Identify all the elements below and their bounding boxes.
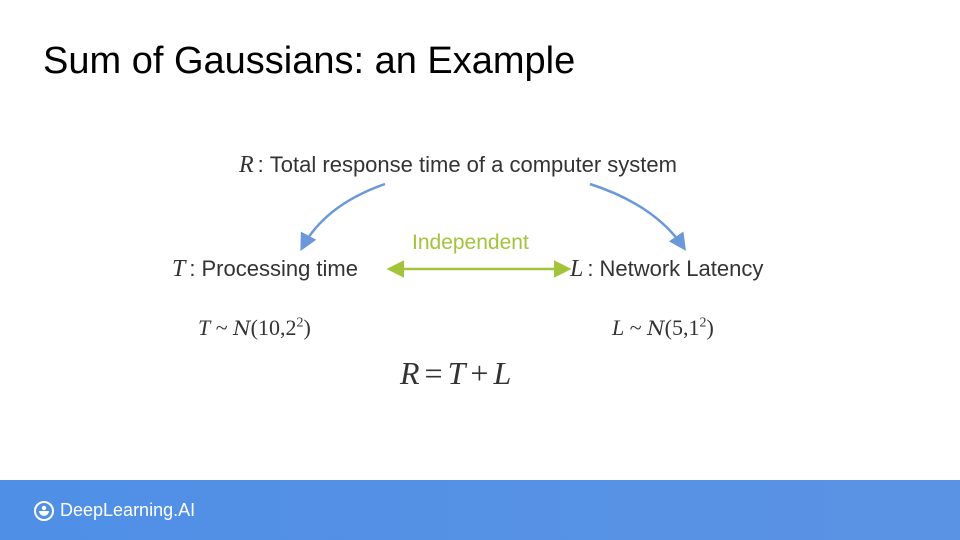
- arrow-r-to-l: [590, 184, 684, 248]
- eq-term-b: L: [493, 355, 513, 391]
- l-symbol: L: [570, 256, 584, 282]
- r-symbol: R: [239, 152, 254, 178]
- sum-equation: [400, 355, 512, 392]
- brand-logo: [34, 500, 195, 521]
- t-dist-exponent: 2: [296, 315, 304, 331]
- t-dist-close: ): [303, 315, 311, 340]
- r-definition: [239, 152, 677, 179]
- l-dist-normal: N: [647, 316, 665, 340]
- deeplearning-logo-icon: [34, 501, 54, 521]
- t-symbol: T: [172, 256, 186, 282]
- t-dist-normal: N: [233, 316, 251, 340]
- l-colon: :: [587, 256, 594, 281]
- l-distribution: [612, 315, 714, 341]
- r-definition-text: Total response time of a computer system: [269, 152, 677, 177]
- l-definition: [570, 256, 763, 283]
- t-dist-params: (10,2: [250, 315, 297, 340]
- eq-plus: +: [470, 355, 490, 391]
- l-dist-params: (5,1: [664, 315, 700, 340]
- arrow-r-to-t: [302, 184, 385, 248]
- eq-term-a: T: [447, 355, 467, 391]
- independent-label: Independent: [412, 231, 529, 254]
- l-dist-exponent: 2: [699, 315, 707, 331]
- r-colon: :: [257, 152, 264, 177]
- eq-lhs: R: [400, 355, 421, 391]
- l-dist-tilde: ~: [629, 315, 642, 340]
- eq-equals: =: [424, 355, 444, 391]
- brand-name: DeepLearning.AI: [60, 500, 196, 520]
- l-dist-close: ): [706, 315, 714, 340]
- t-dist-tilde: ~: [215, 315, 228, 340]
- t-definition-text: Processing time: [201, 256, 358, 281]
- t-dist-var: T: [198, 315, 211, 340]
- l-definition-text: Network Latency: [599, 256, 764, 281]
- footer-bar: [0, 480, 960, 540]
- t-colon: :: [189, 256, 196, 281]
- slide-title: Sum of Gaussians: an Example: [43, 40, 576, 82]
- l-dist-var: L: [612, 315, 625, 340]
- t-definition: [172, 256, 358, 283]
- t-distribution: [198, 315, 311, 341]
